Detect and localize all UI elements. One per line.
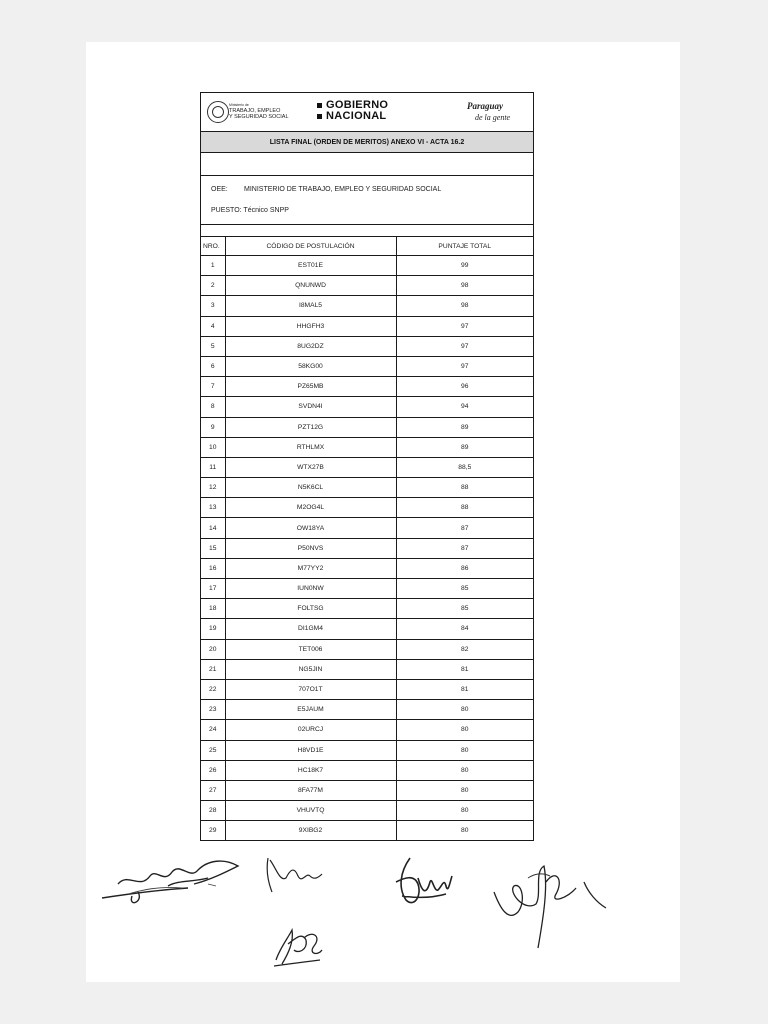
cell-nro: 11 <box>201 457 225 477</box>
table-row <box>201 619 533 639</box>
cell-puntaje: 80 <box>396 780 533 800</box>
cell-nro: 18 <box>201 599 225 619</box>
table-header-row <box>201 237 533 256</box>
cell-nro: 17 <box>201 579 225 599</box>
cell-puntaje: 81 <box>396 679 533 699</box>
cell-puntaje: 96 <box>396 377 533 397</box>
paraguay-slogan-logo <box>465 99 523 123</box>
table-row <box>201 336 533 356</box>
column-header-nro: NRO. <box>201 237 225 256</box>
cell-puntaje: 85 <box>396 579 533 599</box>
cell-codigo: OW18YA <box>225 518 396 538</box>
cell-nro: 23 <box>201 700 225 720</box>
oee-label: OEE: <box>211 186 228 193</box>
table-row <box>201 740 533 760</box>
cell-puntaje: 89 <box>396 437 533 457</box>
cell-codigo: E5JAUM <box>225 700 396 720</box>
cell-puntaje: 94 <box>396 397 533 417</box>
cell-puntaje: 87 <box>396 538 533 558</box>
signature-1 <box>98 850 248 910</box>
cell-puntaje: 86 <box>396 558 533 578</box>
ministry-logo-text: Ministerio de TRABAJO, EMPLEO Y SEGURIDAD SOCIAL <box>229 103 289 120</box>
cell-puntaje: 80 <box>396 821 533 841</box>
table-row <box>201 538 533 558</box>
cell-nro: 22 <box>201 679 225 699</box>
cell-codigo: PZT12G <box>225 417 396 437</box>
cell-codigo: VHUVTQ <box>225 801 396 821</box>
list-title: LISTA FINAL (ORDEN DE MERITOS) ANEXO VI - ACTA 16.2 <box>201 132 533 153</box>
table-row <box>201 276 533 296</box>
signature-3 <box>388 852 460 910</box>
cell-codigo: P50NVS <box>225 538 396 558</box>
cell-nro: 26 <box>201 760 225 780</box>
svg-text:Paraguay: Paraguay <box>467 101 503 111</box>
cell-codigo: TET006 <box>225 639 396 659</box>
cell-puntaje: 88 <box>396 498 533 518</box>
ministry-seal-icon <box>207 101 229 123</box>
cell-puntaje: 97 <box>396 316 533 336</box>
cell-puntaje: 88 <box>396 478 533 498</box>
cell-codigo: 707O1T <box>225 679 396 699</box>
cell-codigo: EST01E <box>225 256 396 276</box>
cell-puntaje: 88,5 <box>396 457 533 477</box>
cell-puntaje: 97 <box>396 336 533 356</box>
column-header-codigo: CÓDIGO DE POSTULACIÓN <box>225 237 396 256</box>
cell-nro: 1 <box>201 256 225 276</box>
cell-nro: 25 <box>201 740 225 760</box>
cell-codigo: 8FA77M <box>225 780 396 800</box>
cell-nro: 16 <box>201 558 225 578</box>
cell-nro: 19 <box>201 619 225 639</box>
table-row <box>201 579 533 599</box>
cell-nro: 9 <box>201 417 225 437</box>
cell-puntaje: 98 <box>396 296 533 316</box>
cell-nro: 24 <box>201 720 225 740</box>
cell-nro: 27 <box>201 780 225 800</box>
cell-puntaje: 99 <box>396 256 533 276</box>
table-row <box>201 801 533 821</box>
cell-puntaje: 82 <box>396 639 533 659</box>
cell-puntaje: 84 <box>396 619 533 639</box>
table-row <box>201 478 533 498</box>
cell-nro: 2 <box>201 276 225 296</box>
table-row <box>201 296 533 316</box>
cell-puntaje: 80 <box>396 740 533 760</box>
ranking-table <box>201 237 533 840</box>
cell-codigo: NG5JIN <box>225 659 396 679</box>
cell-puntaje: 80 <box>396 720 533 740</box>
cell-nro: 3 <box>201 296 225 316</box>
cell-puntaje: 98 <box>396 276 533 296</box>
table-row <box>201 498 533 518</box>
cell-nro: 14 <box>201 518 225 538</box>
cell-puntaje: 85 <box>396 599 533 619</box>
letterhead <box>201 93 533 132</box>
table-row <box>201 397 533 417</box>
cell-codigo: WTX27B <box>225 457 396 477</box>
table-row <box>201 679 533 699</box>
puesto-label: PUESTO: Técnico SNPP <box>211 207 289 214</box>
table-row <box>201 356 533 376</box>
cell-puntaje: 97 <box>396 356 533 376</box>
cell-nro: 15 <box>201 538 225 558</box>
position-info <box>201 176 533 225</box>
cell-codigo: 02URCJ <box>225 720 396 740</box>
cell-puntaje: 89 <box>396 417 533 437</box>
gobierno-nacional-logo: GOBIERNO NACIONAL <box>317 100 388 122</box>
column-header-puntaje: PUNTAJE TOTAL <box>396 237 533 256</box>
signature-4 <box>484 852 614 962</box>
cell-nro: 21 <box>201 659 225 679</box>
table-row <box>201 659 533 679</box>
table-row <box>201 599 533 619</box>
cell-puntaje: 80 <box>396 760 533 780</box>
table-row <box>201 720 533 740</box>
table-row <box>201 457 533 477</box>
table-row <box>201 558 533 578</box>
table-row <box>201 821 533 841</box>
table-row <box>201 377 533 397</box>
cell-nro: 28 <box>201 801 225 821</box>
cell-nro: 29 <box>201 821 225 841</box>
cell-codigo: DI1GM4 <box>225 619 396 639</box>
table-row <box>201 256 533 276</box>
cell-codigo: HHGFH3 <box>225 316 396 336</box>
cell-codigo: IUN0NW <box>225 579 396 599</box>
cell-puntaje: 80 <box>396 801 533 821</box>
signature-2 <box>262 848 326 900</box>
cell-puntaje: 80 <box>396 700 533 720</box>
cell-nro: 4 <box>201 316 225 336</box>
signature-5 <box>268 920 328 972</box>
cell-codigo: PZ65MB <box>225 377 396 397</box>
cell-codigo: SVDN4I <box>225 397 396 417</box>
cell-codigo: M77YY2 <box>225 558 396 578</box>
cell-nro: 7 <box>201 377 225 397</box>
cell-codigo: H8VD1E <box>225 740 396 760</box>
cell-codigo: RTHLMX <box>225 437 396 457</box>
table-row <box>201 417 533 437</box>
svg-text:de la gente: de la gente <box>475 113 511 122</box>
cell-codigo: I8MAL5 <box>225 296 396 316</box>
blank-row <box>201 153 533 176</box>
cell-nro: 8 <box>201 397 225 417</box>
cell-codigo: HC18K7 <box>225 760 396 780</box>
table-row <box>201 518 533 538</box>
cell-nro: 5 <box>201 336 225 356</box>
cell-nro: 10 <box>201 437 225 457</box>
table-row <box>201 760 533 780</box>
cell-puntaje: 81 <box>396 659 533 679</box>
table-row <box>201 639 533 659</box>
table-row <box>201 437 533 457</box>
cell-nro: 13 <box>201 498 225 518</box>
cell-codigo: 8UG2DZ <box>225 336 396 356</box>
table-row <box>201 316 533 336</box>
table-row <box>201 700 533 720</box>
cell-nro: 6 <box>201 356 225 376</box>
table-row <box>201 780 533 800</box>
oee-value: MINISTERIO DE TRABAJO, EMPLEO Y SEGURIDAD SOCIAL <box>244 186 442 193</box>
cell-nro: 12 <box>201 478 225 498</box>
cell-codigo: 9XIBG2 <box>225 821 396 841</box>
cell-codigo: 58KG00 <box>225 356 396 376</box>
cell-puntaje: 87 <box>396 518 533 538</box>
cell-codigo: QNUNWD <box>225 276 396 296</box>
results-document <box>200 92 534 841</box>
cell-codigo: FOLTSG <box>225 599 396 619</box>
cell-codigo: N5K6CL <box>225 478 396 498</box>
blank-row <box>201 225 533 237</box>
cell-codigo: M2OG4L <box>225 498 396 518</box>
cell-nro: 20 <box>201 639 225 659</box>
